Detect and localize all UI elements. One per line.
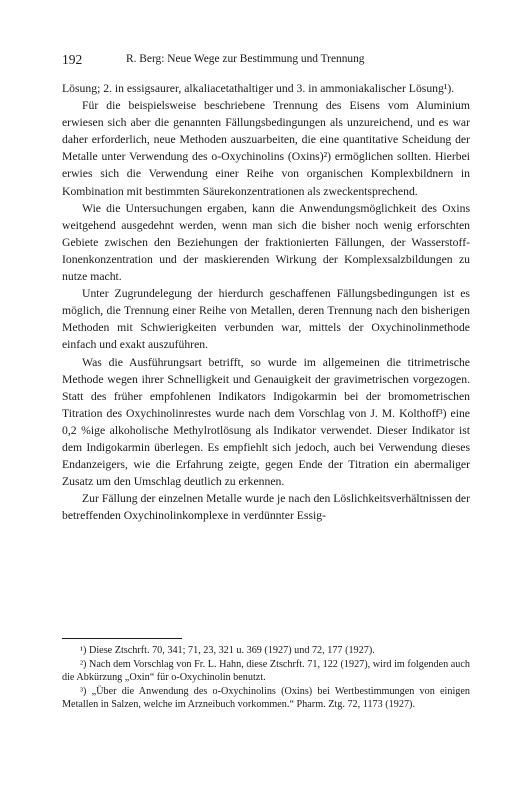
paragraph: Lösung; 2. in essigsaurer, alkaliacetathaltiger und 3. in ammoniakalischer Lösung¹). (62, 82, 455, 95)
body-text (62, 80, 470, 524)
paragraph: Wie die Untersuchungen ergaben, kann die Anwendungsmöglichkeit des Oxins weitgehend ausgedehnt werden, wenn man sich die bisher noch wenig erforschten Gebiete zwischen den Beziehungen der fraktionierten Fällungen, der Wasserstoff-Ionenkonzentration und der maskierenden Wirkung der Komplexsalzbildungen zu nutze macht. (62, 201, 470, 284)
footnote: ³) „Über die Anwendung des o-Oxychinolins (Oxins) bei Wertbestimmungen von einigen Metallen in Salzen, welche im Arzneibuch vorkommen.“ Pharm. Ztg. 72, 1173 (1927). (62, 685, 470, 711)
paragraph: Unter Zugrundelegung der hierdurch geschaffenen Fällungsbedingungen ist es möglich, die Trennung einer Reihe von Metallen, deren Trennung nach den bisherigen Methoden mit Schwierigkeiten verbunden war, mittels der Oxychinolinmethode einfach und exakt auszuführen. (62, 287, 470, 352)
paragraph: Zur Fällung der einzelnen Metalle wurde je nach den Löslichkeitsverhältnissen der betreffenden Oxychinolinkomplexe in verdünnter Essig- (62, 492, 470, 523)
page-header (62, 52, 468, 70)
footnote-divider (62, 638, 182, 639)
page-number: 192 (62, 52, 83, 67)
footnotes (62, 644, 470, 712)
paragraph: Was die Ausführungsart betrifft, so wurde im allgemeinen die titrimetrische Methode wegen ihrer Schnelligkeit und Genauigkeit der gravimetrischen vorgezogen. Statt des früher empfohlenen Indikators Indigokarmin bei der bromometrischen Titration des Oxychinolinrestes wurde nach dem Vorschlag von J. M. Kolthoff³) eine 0,2 %ige alkoholische Methylrotlösung als Indikator verwendet. Dieser Indikator ist dem Indigokarmin überlegen. Es empfiehlt sich jedoch, auch bei Verwendung dieses Endanzeigers, wie die Erfahrung zeigte, gegen Ende der Titration ein abermaliger Zusatz um den Umschlag deutlich zu erkennen. (62, 355, 470, 489)
footnote: ¹) Diese Ztschrft. 70, 341; 71, 23, 321 u. 369 (1927) und 72, 177 (1927). (80, 645, 375, 656)
paragraph: Für die beispielsweise beschriebene Trennung des Eisens vom Aluminium erwiesen sich aber die genannten Fällungsbedingungen als unzureichend, und es war daher erforderlich, neue Methoden auszuarbeiten, die eine quantitative Scheidung der Metalle unter Verwendung des o-Oxychinolins (Oxins)²) ermöglichen sollten. Hierbei erwies sich die Verwendung einer Reihe von organischen Komplexbildnern in Kombination mit bestimmten Säurekonzentrationen als zweckentsprechend. (62, 99, 470, 198)
footnote: ²) Nach dem Vorschlag von Fr. L. Hahn, diese Ztschrft. 71, 122 (1927), wird im folgenden auch die Abkürzung „Oxin“ für o-Oxychinolin benutzt. (62, 658, 470, 684)
running-title: R. Berg: Neue Wege zur Bestimmung und Trennung (126, 53, 365, 65)
